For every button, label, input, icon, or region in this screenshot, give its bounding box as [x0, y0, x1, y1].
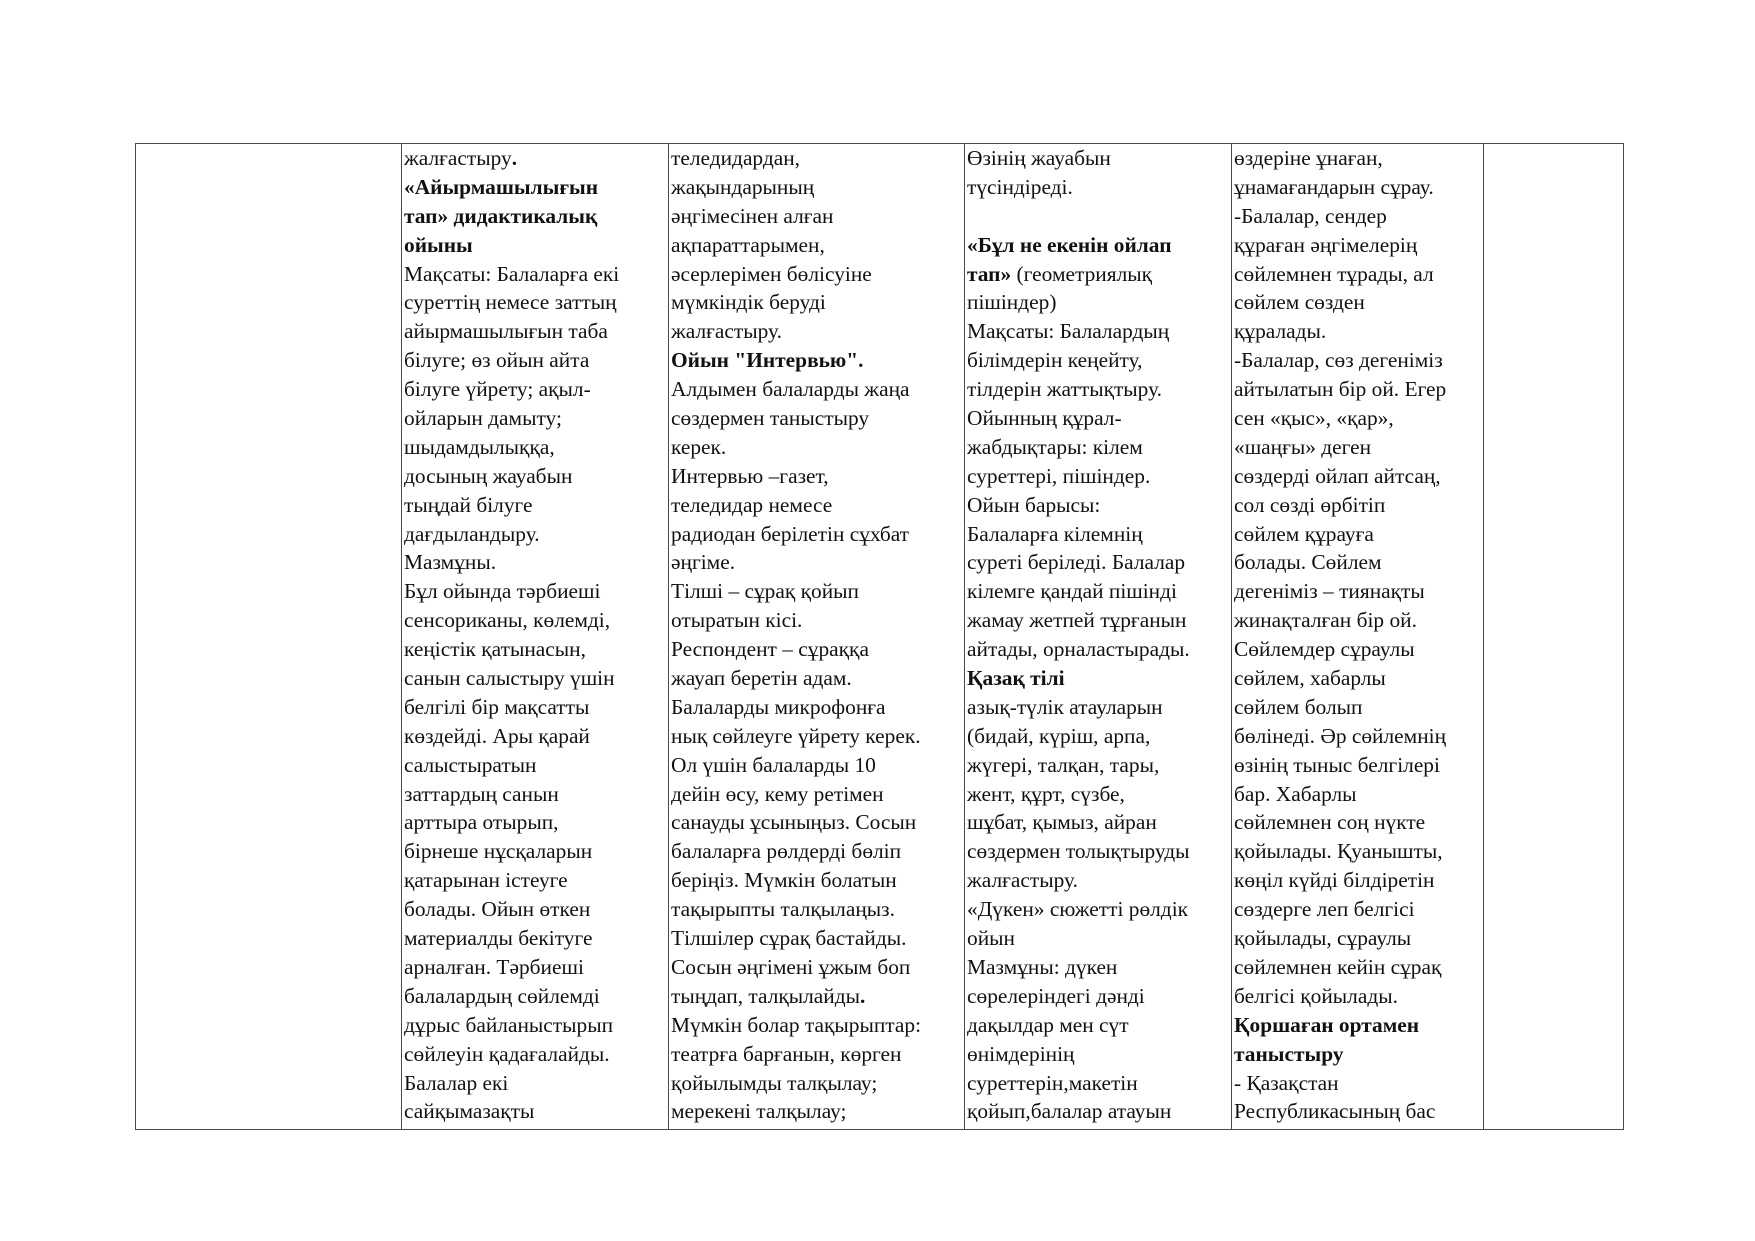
text-line	[404, 173, 668, 202]
text-line	[671, 231, 964, 260]
text-segment: дұрыс байланыстырып	[404, 1012, 614, 1037]
text-line	[671, 780, 964, 809]
text-line	[967, 173, 1231, 202]
text-line	[967, 866, 1231, 895]
text-segment: жинақталған бір ой.	[1234, 608, 1417, 633]
text-line	[1234, 837, 1483, 866]
text-segment: сөйлем құрауға	[1234, 521, 1374, 546]
text-line	[967, 808, 1231, 837]
text-segment: көздейді. Ары қарай	[404, 723, 590, 748]
text-segment: беріңіз. Мүмкін болатын	[671, 868, 897, 893]
text-line	[967, 260, 1231, 289]
text-segment: жалғастыру	[404, 146, 512, 170]
text-line	[404, 317, 668, 346]
text-line	[671, 144, 964, 173]
text-line	[671, 635, 964, 664]
text-line	[404, 577, 668, 606]
text-segment: «шаңғы» деген	[1234, 434, 1372, 459]
text-segment: белгісі қойылады.	[1234, 983, 1398, 1008]
text-segment: дағдыландыру.	[404, 521, 540, 546]
bold-text: тап»	[967, 261, 1012, 286]
text-segment: (геометриялық	[1011, 261, 1153, 286]
text-line	[404, 288, 668, 317]
text-line	[404, 462, 668, 491]
text-line	[1234, 693, 1483, 722]
text-line	[1234, 260, 1483, 289]
text-segment: Ойынның құрал-	[967, 406, 1122, 431]
text-segment: кілемге қандай пішінді	[967, 579, 1177, 604]
text-line	[671, 722, 964, 751]
text-line	[404, 433, 668, 462]
text-segment: көңіл күйді білдіретін	[1234, 868, 1435, 893]
text-segment: сен «қыс», «қар»,	[1234, 406, 1394, 431]
text-line	[1234, 780, 1483, 809]
text-segment: белгілі бір мақсатты	[404, 694, 590, 719]
text-line	[1234, 953, 1483, 982]
text-line	[967, 462, 1231, 491]
text-line	[1234, 982, 1483, 1011]
text-line	[967, 1069, 1231, 1098]
bold-text: Қазақ тілі	[967, 666, 1065, 691]
text-segment: ойларын дамыту;	[404, 406, 562, 431]
bold-text: таныстыру	[1234, 1041, 1344, 1066]
text-line	[404, 635, 668, 664]
text-line	[671, 606, 964, 635]
text-segment: - Қазақстан	[1234, 1070, 1339, 1095]
table-cell-col3	[669, 144, 965, 1130]
text-line	[404, 202, 668, 231]
text-line	[1234, 346, 1483, 375]
text-segment: кеңістік қатынасын,	[404, 637, 586, 662]
text-line	[404, 895, 668, 924]
text-segment: бірнеше нұсқаларын	[404, 839, 593, 864]
text-segment: Сосын әңгімені ұжым боп	[671, 954, 911, 979]
bold-text: Қоршаған ортамен	[1234, 1012, 1420, 1037]
text-line	[967, 895, 1231, 924]
text-line	[967, 606, 1231, 635]
text-segment: Тілші – сұрақ қойып	[671, 579, 859, 604]
text-segment: әсерлерімен бөлісуіне	[671, 261, 872, 286]
text-segment: Балаларды микрофонға	[671, 694, 886, 719]
text-segment: Мақсаты: Балалардың	[967, 319, 1170, 344]
table-row	[136, 144, 1624, 1130]
text-segment: Балаларға кілемнің	[967, 521, 1143, 546]
text-segment: бар. Хабарлы	[1234, 781, 1357, 806]
text-segment: Ойын барысы:	[967, 492, 1101, 517]
text-line	[967, 317, 1231, 346]
text-line	[967, 548, 1231, 577]
text-line	[671, 462, 964, 491]
text-line	[967, 1097, 1231, 1126]
table-cell-col6	[1484, 144, 1624, 1130]
text-line	[671, 375, 964, 404]
text-segment: Респондент – сұраққа	[671, 637, 869, 662]
text-line	[1234, 1069, 1483, 1098]
text-line	[967, 693, 1231, 722]
text-segment: жабдықтары: кілем	[967, 434, 1143, 459]
text-segment: өнімдерінің	[967, 1041, 1075, 1066]
text-line	[671, 346, 964, 375]
text-line	[967, 520, 1231, 549]
text-line	[967, 202, 1231, 231]
text-segment: сөйлемнен соң нүкте	[1234, 810, 1426, 835]
text-line	[1234, 664, 1483, 693]
text-segment: жақындарының	[671, 174, 815, 199]
text-line	[404, 982, 668, 1011]
text-line	[404, 693, 668, 722]
text-segment: заттардың санын	[404, 781, 559, 806]
text-segment: сөйлем, хабарлы	[1234, 666, 1386, 691]
text-line	[1234, 404, 1483, 433]
text-segment: тілдерін жаттықтыру.	[967, 377, 1162, 402]
text-segment: санын салыстыру үшін	[404, 666, 615, 691]
text-line	[1234, 173, 1483, 202]
text-line	[671, 404, 964, 433]
text-line	[967, 231, 1231, 260]
text-line	[671, 895, 964, 924]
text-segment: әңгімесінен алған	[671, 203, 834, 228]
text-line	[1234, 548, 1483, 577]
text-line	[967, 577, 1231, 606]
text-line	[1234, 635, 1483, 664]
text-line	[967, 635, 1231, 664]
text-line	[404, 1011, 668, 1040]
text-line	[404, 346, 668, 375]
text-line	[404, 722, 668, 751]
text-line	[671, 202, 964, 231]
text-line	[671, 982, 964, 1011]
text-segment: тыңдап, талқылайды	[671, 983, 861, 1008]
text-segment: жалғастыру.	[967, 868, 1078, 893]
text-line	[671, 520, 964, 549]
text-line	[1234, 1097, 1483, 1126]
text-line	[1234, 722, 1483, 751]
text-line	[671, 288, 964, 317]
text-line	[967, 1040, 1231, 1069]
text-segment: ақпараттарымен,	[671, 232, 825, 257]
text-line	[1234, 1011, 1483, 1040]
text-line	[404, 1040, 668, 1069]
text-line	[671, 260, 964, 289]
text-segment: сайқымазақты	[404, 1099, 535, 1124]
text-segment: Интервью –газет,	[671, 463, 829, 488]
text-line	[404, 780, 668, 809]
table-cell-col2	[402, 144, 669, 1130]
text-line	[967, 664, 1231, 693]
text-line	[1234, 288, 1483, 317]
text-segment: арттыра отырып,	[404, 810, 559, 835]
text-segment: Өзінің жауабын	[967, 146, 1111, 170]
text-line	[671, 808, 964, 837]
text-line	[671, 173, 964, 202]
text-segment: сөздермен таныстыру	[671, 406, 870, 431]
text-line	[404, 664, 668, 693]
text-segment: Мазмұны.	[404, 550, 497, 575]
text-line	[404, 924, 668, 953]
text-segment: Ол үшін балаларды 10	[671, 752, 876, 777]
text-line	[967, 751, 1231, 780]
bold-text: ойыны	[404, 232, 473, 257]
text-segment: Мүмкін болар тақырыптар:	[671, 1012, 922, 1037]
text-segment: Сөйлемдер сұраулы	[1234, 637, 1415, 662]
text-segment: азық-түлік атауларын	[967, 694, 1163, 719]
text-segment: отыратын кісі.	[671, 608, 803, 633]
table-cell-col4	[965, 144, 1232, 1130]
text-line	[967, 924, 1231, 953]
text-segment: балалардың сөйлемді	[404, 983, 600, 1008]
text-segment: суреттің немесе заттың	[404, 290, 617, 315]
text-segment: қойып,балалар атауын	[967, 1099, 1172, 1124]
text-line	[404, 375, 668, 404]
text-line	[671, 866, 964, 895]
text-segment: білуге; өз ойын айта	[404, 348, 590, 373]
text-line	[404, 606, 668, 635]
text-segment: жүгері, талқан, тары,	[967, 752, 1160, 777]
text-segment: материалды бекітуге	[404, 926, 593, 951]
text-line	[404, 491, 668, 520]
bold-text: «Бұл не екенін ойлап	[967, 232, 1172, 257]
text-segment: театрға барғанын, көрген	[671, 1041, 902, 1066]
text-line	[967, 346, 1231, 375]
text-segment: дақылдар мен сүт	[967, 1012, 1129, 1037]
text-line	[404, 953, 668, 982]
text-line	[967, 288, 1231, 317]
text-segment: керек.	[671, 434, 727, 459]
text-segment: құралады.	[1234, 319, 1327, 344]
text-line	[967, 433, 1231, 462]
bold-text: тап» дидактикалық	[404, 203, 598, 228]
text-line	[1234, 606, 1483, 635]
text-line	[967, 1011, 1231, 1040]
text-segment: сөйлеуін қадағалайды.	[404, 1041, 610, 1066]
text-line	[404, 751, 668, 780]
text-segment: Мақсаты: Балаларға екі	[404, 261, 620, 286]
text-segment: білімдерін кеңейту,	[967, 348, 1143, 373]
text-line	[967, 982, 1231, 1011]
text-line	[671, 953, 964, 982]
text-line	[671, 924, 964, 953]
text-line	[671, 693, 964, 722]
text-line	[1234, 375, 1483, 404]
text-segment: санауды ұсыныңыз. Сосын	[671, 810, 917, 835]
text-segment: сөйлем болып	[1234, 694, 1363, 719]
text-segment: ұнамағандарын сұрау.	[1234, 174, 1434, 199]
table-cell-col5	[1232, 144, 1484, 1130]
text-segment: Алдымен балаларды жаңа	[671, 377, 910, 402]
text-line	[1234, 491, 1483, 520]
text-segment: сөздерді ойлап айтсаң,	[1234, 463, 1441, 488]
text-line	[404, 808, 668, 837]
text-line	[404, 1069, 668, 1098]
text-line	[671, 1097, 964, 1126]
text-line	[404, 144, 668, 173]
text-segment: суреті беріледі. Балалар	[967, 550, 1186, 575]
text-segment: жалғастыру.	[671, 319, 782, 344]
text-line	[967, 780, 1231, 809]
text-line	[967, 837, 1231, 866]
text-segment: сөрелеріндегі дәнді	[967, 983, 1145, 1008]
text-line	[671, 1040, 964, 1069]
text-segment: теледидардан,	[671, 146, 801, 170]
text-line	[1234, 520, 1483, 549]
text-segment: болады. Ойын өткен	[404, 897, 591, 922]
text-line	[1234, 231, 1483, 260]
text-segment: бөлінеді. Әр сөйлемнің	[1234, 723, 1447, 748]
text-segment: мерекені талқылау;	[671, 1099, 847, 1124]
text-segment: сенсориканы, көлемді,	[404, 608, 611, 633]
text-segment: суреттері, пішіндер.	[967, 463, 1151, 488]
text-line	[671, 664, 964, 693]
text-line	[404, 548, 668, 577]
text-segment: қойылады. Қуанышты,	[1234, 839, 1443, 864]
text-segment: дегеніміз – тиянақты	[1234, 579, 1425, 604]
text-segment: әңгіме.	[671, 550, 736, 575]
text-line	[1234, 866, 1483, 895]
text-line	[1234, 577, 1483, 606]
text-line	[1234, 202, 1483, 231]
text-segment: салыстыратын	[404, 752, 537, 777]
text-line	[671, 837, 964, 866]
text-segment: шыдамдылыққа,	[404, 434, 555, 459]
text-line	[1234, 895, 1483, 924]
text-line	[1234, 808, 1483, 837]
text-line	[967, 375, 1231, 404]
text-segment: сөздермен толықтыруды	[967, 839, 1190, 864]
text-line	[671, 491, 964, 520]
text-segment: сол сөзді өрбітіп	[1234, 492, 1386, 517]
text-line	[1234, 317, 1483, 346]
text-line	[671, 1069, 964, 1098]
bold-text: «Айырмашылығын	[404, 174, 599, 199]
text-line	[404, 260, 668, 289]
text-segment: дейін өсу, кему ретімен	[671, 781, 884, 806]
table-cell-col1	[136, 144, 402, 1130]
text-line	[404, 404, 668, 433]
bold-text: .	[511, 146, 518, 170]
text-segment: қойылады, сұраулы	[1234, 926, 1412, 951]
text-segment: түсіндіреді.	[967, 174, 1073, 199]
text-segment: айтылатын бір ой. Егер	[1234, 377, 1447, 402]
text-segment: өздеріне ұнаған,	[1234, 146, 1383, 170]
text-line	[1234, 433, 1483, 462]
text-segment: жауап беретін адам.	[671, 666, 852, 691]
text-line	[404, 866, 668, 895]
text-segment: өзінің тыныс белгілері	[1234, 752, 1440, 777]
text-segment: болады. Сөйлем	[1234, 550, 1382, 575]
text-line	[671, 317, 964, 346]
text-line	[967, 144, 1231, 173]
text-line	[967, 491, 1231, 520]
lesson-plan-table	[135, 143, 1624, 1130]
text-segment: жамау жетпей тұрғанын	[967, 608, 1187, 633]
text-segment: (бидай, күріш, арпа,	[967, 723, 1151, 748]
text-line	[1234, 1040, 1483, 1069]
text-line	[1234, 144, 1483, 173]
text-line	[1234, 462, 1483, 491]
text-segment: ойын	[967, 926, 1015, 951]
text-line	[404, 1097, 668, 1126]
text-segment: қатарынан істеуге	[404, 868, 568, 893]
text-segment: қойылымды талқылау;	[671, 1070, 878, 1095]
text-line	[404, 231, 668, 260]
text-segment: Бұл ойында тәрбиеші	[404, 579, 601, 604]
bold-text: .	[860, 983, 866, 1008]
text-line	[671, 433, 964, 462]
text-segment: айырмашылығын таба	[404, 319, 608, 344]
text-segment: Республикасының бас	[1234, 1099, 1436, 1124]
text-segment: сөйлемнен кейін сұрақ	[1234, 954, 1442, 979]
text-line	[967, 404, 1231, 433]
text-line	[671, 751, 964, 780]
text-segment: тақырыпты талқылаңыз.	[671, 897, 895, 922]
text-segment: тыңдай білуге	[404, 492, 533, 517]
text-line	[404, 520, 668, 549]
text-segment: жент, құрт, сүзбе,	[967, 781, 1125, 806]
text-segment: суреттерін,макетін	[967, 1070, 1138, 1095]
text-segment: Балалар екі	[404, 1070, 509, 1095]
text-segment: Мазмұны: дүкен	[967, 954, 1118, 979]
text-segment: досының жауабын	[404, 463, 573, 488]
text-segment: пішіндер)	[967, 290, 1057, 315]
text-segment: сөйлем сөзден	[1234, 290, 1365, 315]
bold-text: Ойын "Интервью".	[671, 348, 864, 373]
text-segment: құраған әңгімелерің	[1234, 232, 1418, 257]
text-segment: білуге үйрету; ақыл-	[404, 377, 591, 402]
text-segment: Тілшілер сұрақ бастайды.	[671, 926, 907, 951]
text-segment: «Дүкен» сюжетті рөлдік	[967, 897, 1189, 922]
text-segment: арналған. Тәрбиеші	[404, 954, 584, 979]
text-line	[967, 953, 1231, 982]
text-segment: теледидар немесе	[671, 492, 833, 517]
text-segment: мүмкіндік беруді	[671, 290, 826, 315]
text-line	[671, 548, 964, 577]
text-line	[1234, 924, 1483, 953]
text-segment: радиодан берілетін сұхбат	[671, 521, 910, 546]
text-segment: балаларға рөлдерді бөліп	[671, 839, 902, 864]
text-segment: сөздерге леп белгісі	[1234, 897, 1415, 922]
text-line	[1234, 751, 1483, 780]
text-segment: сөйлемнен тұрады, ал	[1234, 261, 1434, 286]
text-segment: айтады, орналастырады.	[967, 637, 1190, 662]
text-line	[967, 722, 1231, 751]
text-line	[671, 577, 964, 606]
text-line	[671, 1011, 964, 1040]
text-segment: нық сөйлеуге үйрету керек.	[671, 723, 921, 748]
text-segment: -Балалар, сендер	[1234, 203, 1387, 228]
text-segment: шұбат, қымыз, айран	[967, 810, 1157, 835]
text-segment: -Балалар, сөз дегеніміз	[1234, 348, 1443, 373]
text-line	[404, 837, 668, 866]
